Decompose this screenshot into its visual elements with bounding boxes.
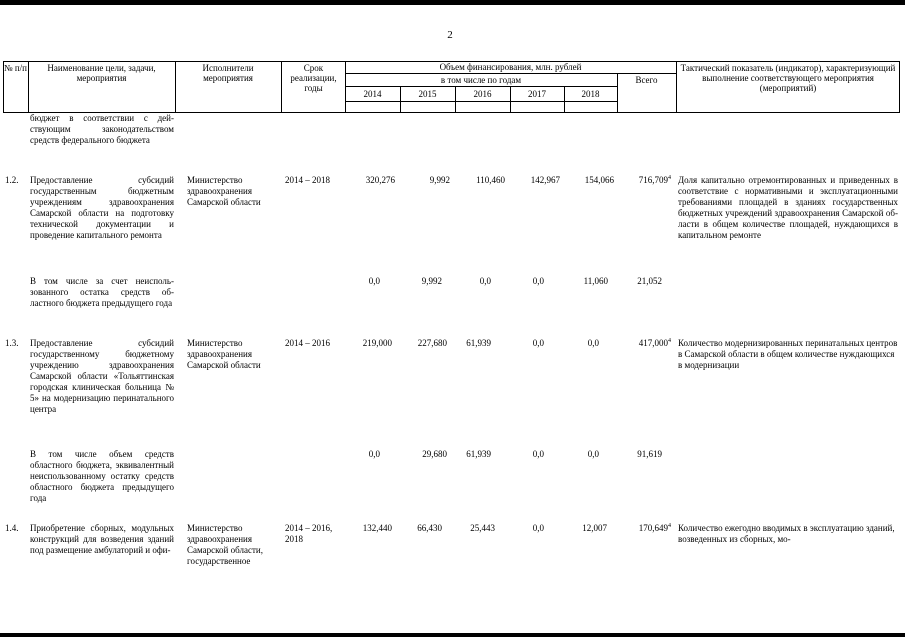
row-number: 1.3. (5, 338, 19, 348)
row-total: 170,649$^4$ (638, 523, 671, 533)
header-year: 2015 (418, 89, 437, 99)
header-indicator: Тактический показатель (индикатор), характеризующий выполнение соответствующего мероприятия (мероприятий) (680, 63, 896, 93)
row-value-2014: 0,0 (368, 449, 380, 459)
row-name: Приобретение сборных, модульных конструкций для возведения зданий под размещение амбулаторий и офи- (30, 523, 174, 555)
row-total: 417,000$^4$ (638, 338, 671, 348)
row-value-2018: 154,066 (584, 175, 614, 185)
row-indicator: Доля капитально отремонтированных и приведенных в соответствие с нормативными и эксплуатационными требованиями площадей в зданиях государственных бюджетных учреждений здравоохранения Самарской области в общем количестве площадей, нуждающихся в капитальном ремонте (678, 175, 898, 240)
row-period: 2014 – 2016, 2018 (285, 523, 333, 544)
footnote-marker: 4 (668, 338, 671, 344)
row-value-2018: 0,0 (587, 449, 599, 459)
col-line (28, 61, 29, 113)
header-funding: Объем финансирования, млн. рублей (439, 62, 582, 72)
row-executor: Министерство здравоохранения Самарской области (187, 338, 261, 370)
col-line (899, 61, 900, 113)
row-executor: Министерство здравоохранения Самарской области (187, 175, 261, 207)
row-period: 2014 – 2016 (285, 338, 330, 348)
header-year: 2017 (528, 89, 546, 99)
row-value-2016: 0,0 (479, 276, 491, 286)
row-value-2016: 110,460 (476, 175, 505, 185)
header-period: Срок реализации, годы (290, 63, 337, 93)
header-year: 2016 (473, 89, 492, 99)
row-value-2018: 12,007 (582, 523, 607, 533)
header-funding-line (345, 73, 676, 74)
row-executor: Министерство здравоохранения Самарской области, государственное (187, 523, 263, 566)
header-executor: Исполнители мероприятия (202, 63, 254, 83)
header-number: № п/п (4, 63, 27, 73)
page-number: 2 (447, 29, 453, 41)
header-years-line (345, 86, 617, 87)
row-value-2014: 219,000 (362, 338, 392, 348)
row-value-2017: 142,967 (530, 175, 560, 185)
col-line (175, 61, 176, 113)
header-name: Наименование цели, задачи, мероприятия (47, 63, 156, 83)
row-value-2018: 11,060 (583, 276, 608, 286)
row-name: Предоставление субсидий государственному бюджетному учреждению здравоохранения Самарской области «Тольяттинская городская клиническая больница № 5» на модернизацию перинатального центра (30, 338, 174, 414)
row-period: 2014 – 2018 (285, 175, 330, 185)
footnote-marker: 4 (668, 175, 671, 181)
row-value-2016: 25,443 (470, 523, 495, 533)
row-total: 716,709$^4$ (638, 175, 671, 185)
header-total: Всего (635, 75, 658, 85)
header-year: 2014 (363, 89, 382, 99)
row-number: 1.4. (5, 523, 19, 533)
row-value-2015: 9,992 (429, 175, 450, 185)
header-year: 2018 (581, 89, 600, 99)
row-name: Предоставление субсидий государственным бюджетным учреждениям здравоохранения Самарской области на подготовку технической документации и проведение капитального ремонта (30, 175, 174, 240)
continuation-text: бюджет в соответствии с действующим законодательством средств федерального бюджета (30, 113, 174, 145)
row-name: В том числе объем средств областного бюджета, эквивалентный неиспользованному остатку средств областного бюджета предыдущего года (30, 449, 174, 503)
row-value-2018: 0,0 (587, 338, 599, 348)
col-line (676, 61, 677, 113)
footnote-marker: 4 (668, 523, 671, 529)
row-indicator: Количество модернизированных перинатальных центров в Самарской области в общем количестве нуждающихся в модернизации (678, 338, 898, 370)
row-value-2014: 320,276 (365, 175, 395, 185)
row-value-2015: 29,680 (422, 449, 447, 459)
row-value-2017: 0,0 (532, 338, 544, 348)
row-name: В том числе за счет неиспользованного остатка средств областного бюджета предыдущего года (30, 276, 174, 308)
row-total: 91,619 (637, 449, 662, 459)
header-years-bottom-line (345, 101, 617, 102)
row-indicator: Количество ежегодно вводимых в эксплуатацию зданий, возведенных из сборных, мо- (678, 523, 895, 544)
row-total: 21,052 (637, 276, 662, 286)
row-value-2015: 66,430 (417, 523, 442, 533)
col-line (281, 61, 282, 113)
header-by-years: в том числе по годам (440, 75, 522, 85)
row-value-2015: 227,680 (417, 338, 447, 348)
row-value-2016: 61,939 (466, 449, 491, 459)
bottom-border (0, 633, 905, 637)
row-value-2017: 0,0 (532, 523, 544, 533)
row-value-2014: 132,440 (362, 523, 392, 533)
row-value-2016: 61,939 (466, 338, 491, 348)
row-value-2014: 0,0 (368, 276, 380, 286)
row-value-2015: 9,992 (421, 276, 442, 286)
top-border (0, 0, 905, 5)
row-value-2017: 0,0 (532, 449, 544, 459)
row-value-2017: 0,0 (532, 276, 544, 286)
row-number: 1.2. (5, 175, 19, 185)
